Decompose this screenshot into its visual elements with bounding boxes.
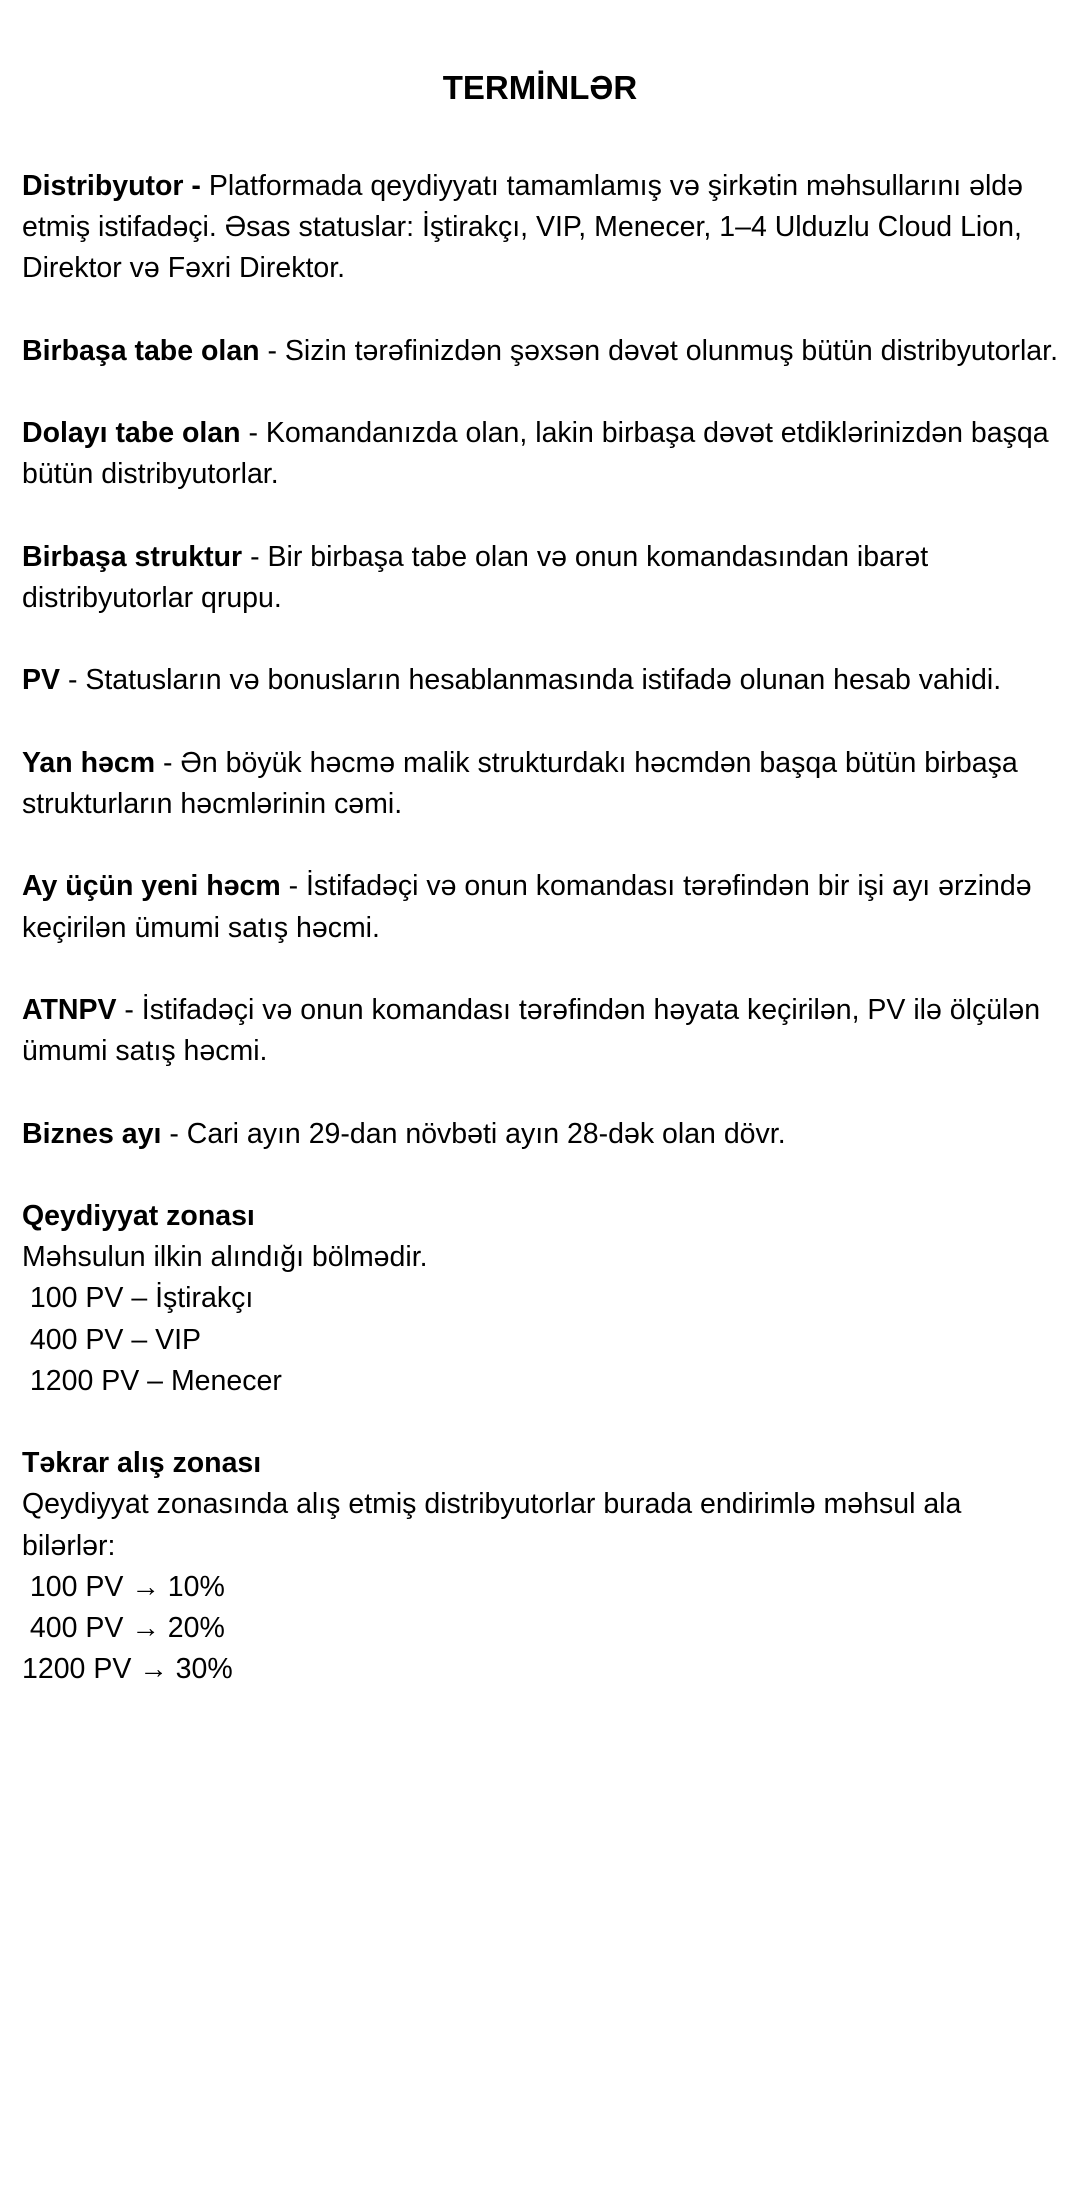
term-pv [22,660,1058,701]
registration-zone-item: 100 PV – İştirakçı [22,1282,254,1315]
term-distributor [22,166,1058,290]
term-definition: - Statusların və bonusların hesablanmasında istifadə olunan hesab vahidi. [60,664,1002,697]
term-label: Birbaşa struktur [22,540,243,573]
repeat-zone-item: 400 PV → 20% [22,1611,225,1644]
registration-zone-heading: Qeydiyyat zonası [22,1199,255,1232]
term-definition: - Bir birbaşa tabe olan və onun komandasından ibarət distribyutorlar qrupu. [22,540,929,614]
term-definition: Platformada qeydiyyatı tamamlamış və şirkətin məhsullarını əldə etmiş istifadəçi. Əsas statuslar: İştirakçı, VIP, Menecer, 1–4 Ulduzlu Cloud Lion, Direktor və Fəxri Direktor. [22,170,1024,285]
repeat-zone-heading: Təkrar alış zonası [22,1447,262,1480]
term-side-volume [22,743,1058,825]
term-definition: - Cari ayın 29-dan növbəti ayın 28-dək olan dövr. [161,1117,786,1150]
term-business-month [22,1114,1058,1155]
section-heading [22,1443,1058,1484]
term-label: Distribyutor - [22,170,201,202]
terms-content [22,166,1058,1690]
repeat-zone-item: 100 PV → 10% [22,1570,225,1603]
term-new-monthly-volume [22,866,1058,948]
term-label: Ay üçün yeni həcm [22,870,281,903]
repeat-zone-section [22,1443,1058,1690]
term-definition: - Ən böyük həcmə malik strukturdakı həcmdən başqa bütün birbaşa strukturların həcmlərinin cəmi. [22,746,1018,820]
registration-zone-item: 400 PV – VIP [22,1323,202,1356]
registration-zone-description: Məhsulun ilkin alındığı bölmədir. [22,1241,428,1274]
term-indirect-subordinate [22,413,1058,495]
term-label: PV [22,664,61,697]
term-direct-subordinate [22,331,1058,372]
repeat-zone-description: Qeydiyyat zonasında alış etmiş distribyutorlar burada endirimlə məhsul ala bilərlər: [22,1488,962,1562]
term-label: Yan həcm [22,746,156,779]
term-label: Birbaşa tabe olan [22,334,260,367]
page-title: TERMİNLƏR [442,69,638,106]
term-label: Dolayı tabe olan [22,417,241,450]
registration-zone-section [22,1196,1058,1402]
term-definition: - İstifadəçi və onun komandası tərəfindən bir işi ayı ərzində keçirilən ümumi satış həcmi. [22,870,1032,944]
registration-zone-item: 1200 PV – Menecer [22,1364,282,1397]
term-direct-structure [22,537,1058,619]
term-definition: - Komandanızda olan, lakin birbaşa dəvət etdiklərinizdən başqa bütün distribyutorlar. [22,417,1049,491]
repeat-zone-item: 1200 PV → 30% [22,1653,233,1686]
term-definition: - İstifadəçi və onun komandası tərəfindən həyata keçirilən, PV ilə ölçülən ümumi satış həcmi. [22,993,1041,1068]
section-heading [22,1196,1058,1237]
term-label: ATNPV [22,993,117,1026]
term-atnpv [22,990,1058,1072]
term-label: Biznes ayı [22,1117,162,1150]
term-definition: - Sizin tərəfinizdən şəxsən dəvət olunmuş bütün distribyutorlar. [259,334,1058,367]
